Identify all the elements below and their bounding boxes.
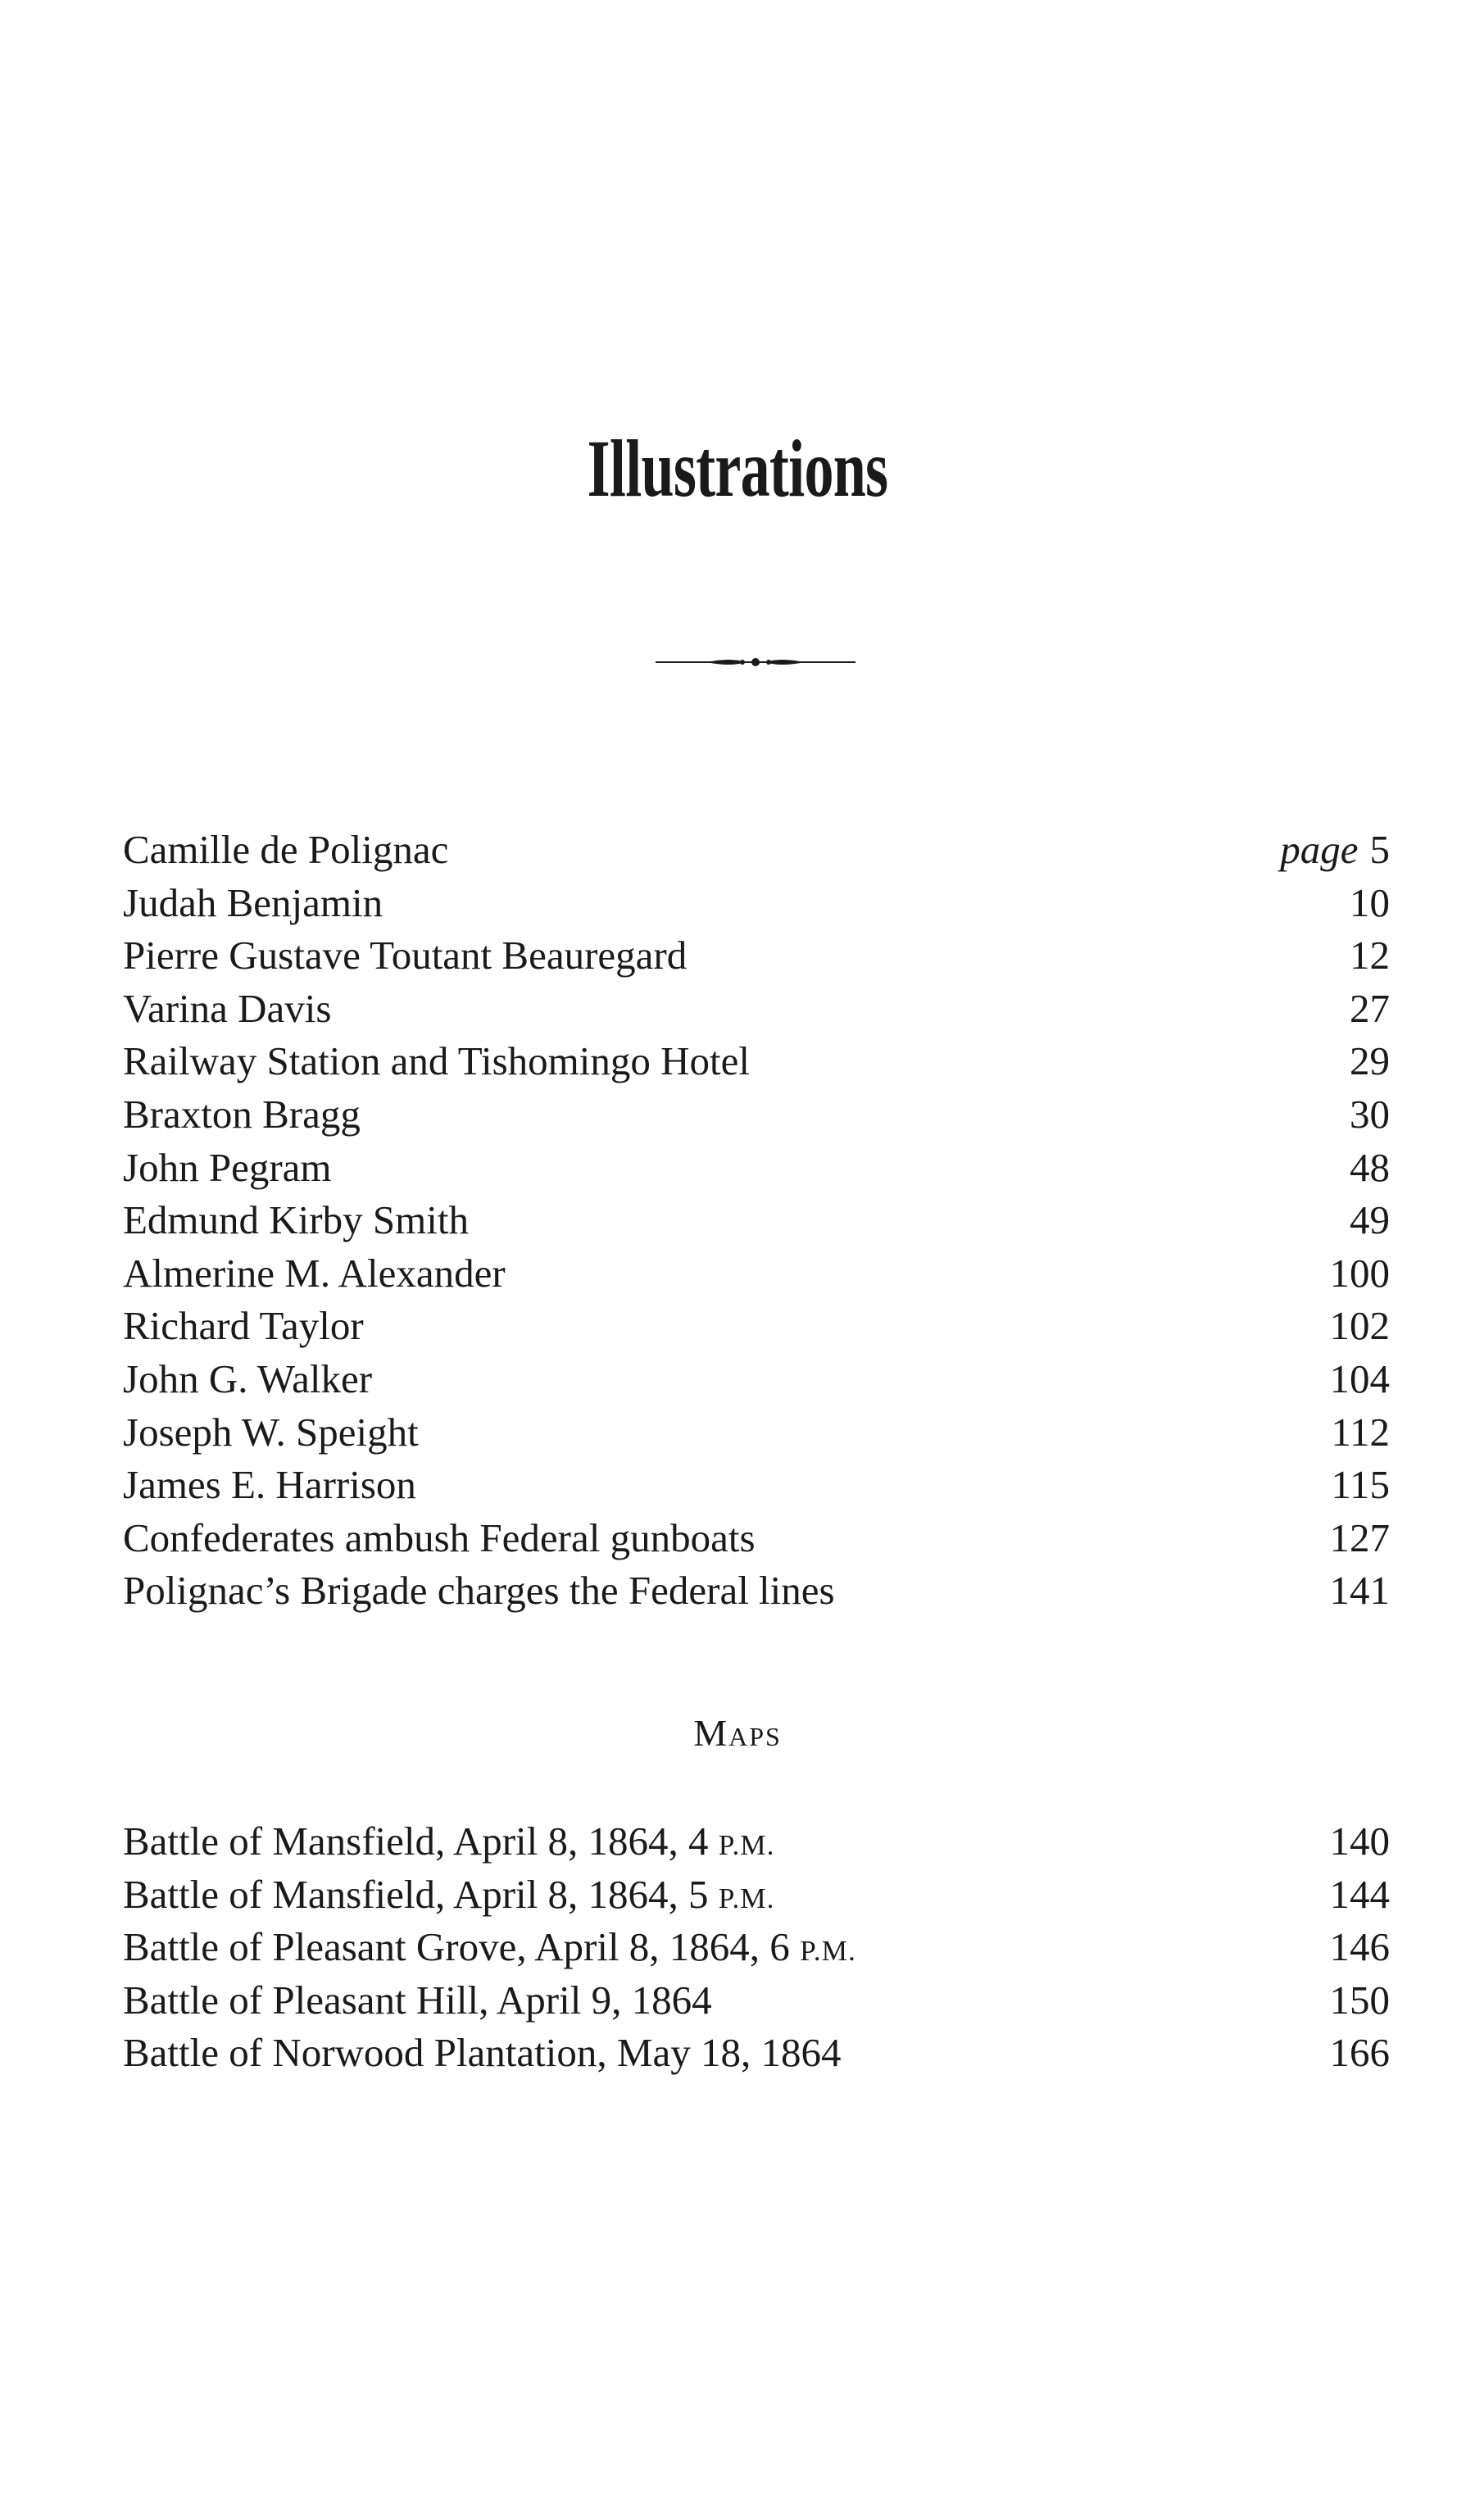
page-prefix-label: page <box>1280 827 1359 872</box>
illustration-entry <box>123 1300 1390 1353</box>
map-title <box>123 1974 712 2027</box>
entry-page: 140 <box>1329 1818 1390 1864</box>
maps-heading: Maps <box>693 1712 782 1754</box>
maps-list <box>123 1815 1390 2080</box>
entry-title: Judah Benjamin <box>123 879 384 925</box>
entry-page-number <box>1350 983 1390 1036</box>
page-title: Illustrations <box>587 423 888 514</box>
entry-page: 141 <box>1329 1568 1390 1614</box>
entry-page: 166 <box>1329 2030 1390 2076</box>
entry-title: Railway Station and Tishomingo Hotel <box>123 1038 750 1084</box>
map-entry <box>123 1921 1390 1974</box>
entry-title: Richard Taylor <box>123 1303 364 1349</box>
entry-page-number <box>1350 1194 1390 1247</box>
entry-title: John G. Walker <box>123 1355 373 1401</box>
entry-page-number <box>1350 1142 1390 1195</box>
entry-page: 48 <box>1350 1144 1390 1190</box>
entry-page-number <box>1330 1512 1391 1565</box>
entry-page-number <box>1350 1088 1390 1142</box>
illustration-entry <box>123 929 1390 983</box>
entry-page: 127 <box>1329 1514 1390 1560</box>
illustration-entry <box>123 983 1390 1036</box>
illustration-entry <box>123 877 1390 930</box>
entry-page: 30 <box>1350 1091 1390 1137</box>
entry-page-number <box>1330 1564 1391 1618</box>
entry-page: 5 <box>1369 827 1390 872</box>
illustration-entry <box>123 1353 1390 1406</box>
entry-page: 144 <box>1329 1871 1390 1917</box>
entry-title: Battle of Norwood Plantation, May 18, 1864 <box>123 2030 842 2076</box>
entry-page: 49 <box>1350 1197 1390 1243</box>
illustration-entry <box>123 824 1390 877</box>
entry-title: Almerine M. Alexander <box>123 1250 506 1296</box>
entry-title: Joseph W. Speight <box>123 1409 419 1455</box>
entry-page: 150 <box>1329 1977 1390 2023</box>
entry-page-number <box>1330 1300 1391 1353</box>
illustration-entry <box>123 1406 1390 1460</box>
illustration-entry <box>123 1564 1390 1618</box>
map-entry <box>123 2027 1390 2080</box>
map-entry <box>123 1815 1390 1868</box>
time-suffix: P.M. <box>800 1935 856 1968</box>
entry-page: 12 <box>1350 933 1390 978</box>
entry-page-number <box>1280 824 1390 877</box>
entry-page: 29 <box>1350 1038 1390 1084</box>
map-title <box>123 1815 774 1873</box>
map-title <box>123 2027 841 2080</box>
entry-page: 102 <box>1329 1303 1390 1349</box>
time-suffix: P.M. <box>718 1829 775 1861</box>
entry-title: Battle of Mansfield, April 8, 1864, 4 <box>123 1818 709 1864</box>
entry-title: Polignac’s Brigade charges the Federal lines <box>123 1568 835 1614</box>
entry-page: 112 <box>1331 1409 1390 1455</box>
entry-title: Battle of Pleasant Hill, April 9, 1864 <box>123 1977 712 2023</box>
entry-page-number <box>1330 1353 1391 1406</box>
ornament-divider-icon <box>656 652 856 672</box>
entry-title: Braxton Bragg <box>123 1091 361 1137</box>
entry-page-number <box>1350 1035 1390 1088</box>
entry-title: Pierre Gustave Toutant Beauregard <box>123 933 688 978</box>
illustration-entry <box>123 1512 1390 1565</box>
entry-title: James E. Harrison <box>123 1462 416 1508</box>
entry-title: Confederates ambush Federal gunboats <box>123 1514 756 1560</box>
illustration-entry <box>123 1142 1390 1195</box>
illustrations-list <box>123 824 1390 1618</box>
entry-title: Varina Davis <box>123 985 332 1031</box>
map-entry <box>123 1868 1390 1922</box>
entry-title: Edmund Kirby Smith <box>123 1197 469 1243</box>
map-title <box>123 1868 774 1926</box>
entry-title: John Pegram <box>123 1144 332 1190</box>
entry-title: Camille de Polignac <box>123 827 449 872</box>
illustration-entry <box>123 1035 1390 1088</box>
entry-page-number <box>1331 1406 1390 1460</box>
entry-page: 100 <box>1329 1250 1390 1296</box>
map-entry <box>123 1974 1390 2027</box>
entry-page: 27 <box>1350 985 1390 1031</box>
entry-page-number <box>1350 877 1390 930</box>
illustration-entry <box>123 1247 1390 1301</box>
entry-page: 104 <box>1329 1355 1390 1401</box>
time-suffix: P.M. <box>718 1882 775 1914</box>
entry-title: Battle of Pleasant Grove, April 8, 1864, 6 <box>123 1924 790 1970</box>
entry-page-number <box>1330 1247 1391 1301</box>
illustration-entry <box>123 1194 1390 1247</box>
entry-page: 146 <box>1329 1924 1390 1970</box>
entry-title: Battle of Mansfield, April 8, 1864, 5 <box>123 1871 709 1917</box>
map-title <box>123 1921 856 1978</box>
illustration-entry <box>123 1459 1390 1512</box>
entry-page: 10 <box>1350 879 1390 925</box>
illustration-entry <box>123 1088 1390 1142</box>
entry-page-number <box>1331 1459 1390 1512</box>
entry-page-number <box>1350 929 1390 983</box>
entry-page: 115 <box>1331 1462 1390 1508</box>
